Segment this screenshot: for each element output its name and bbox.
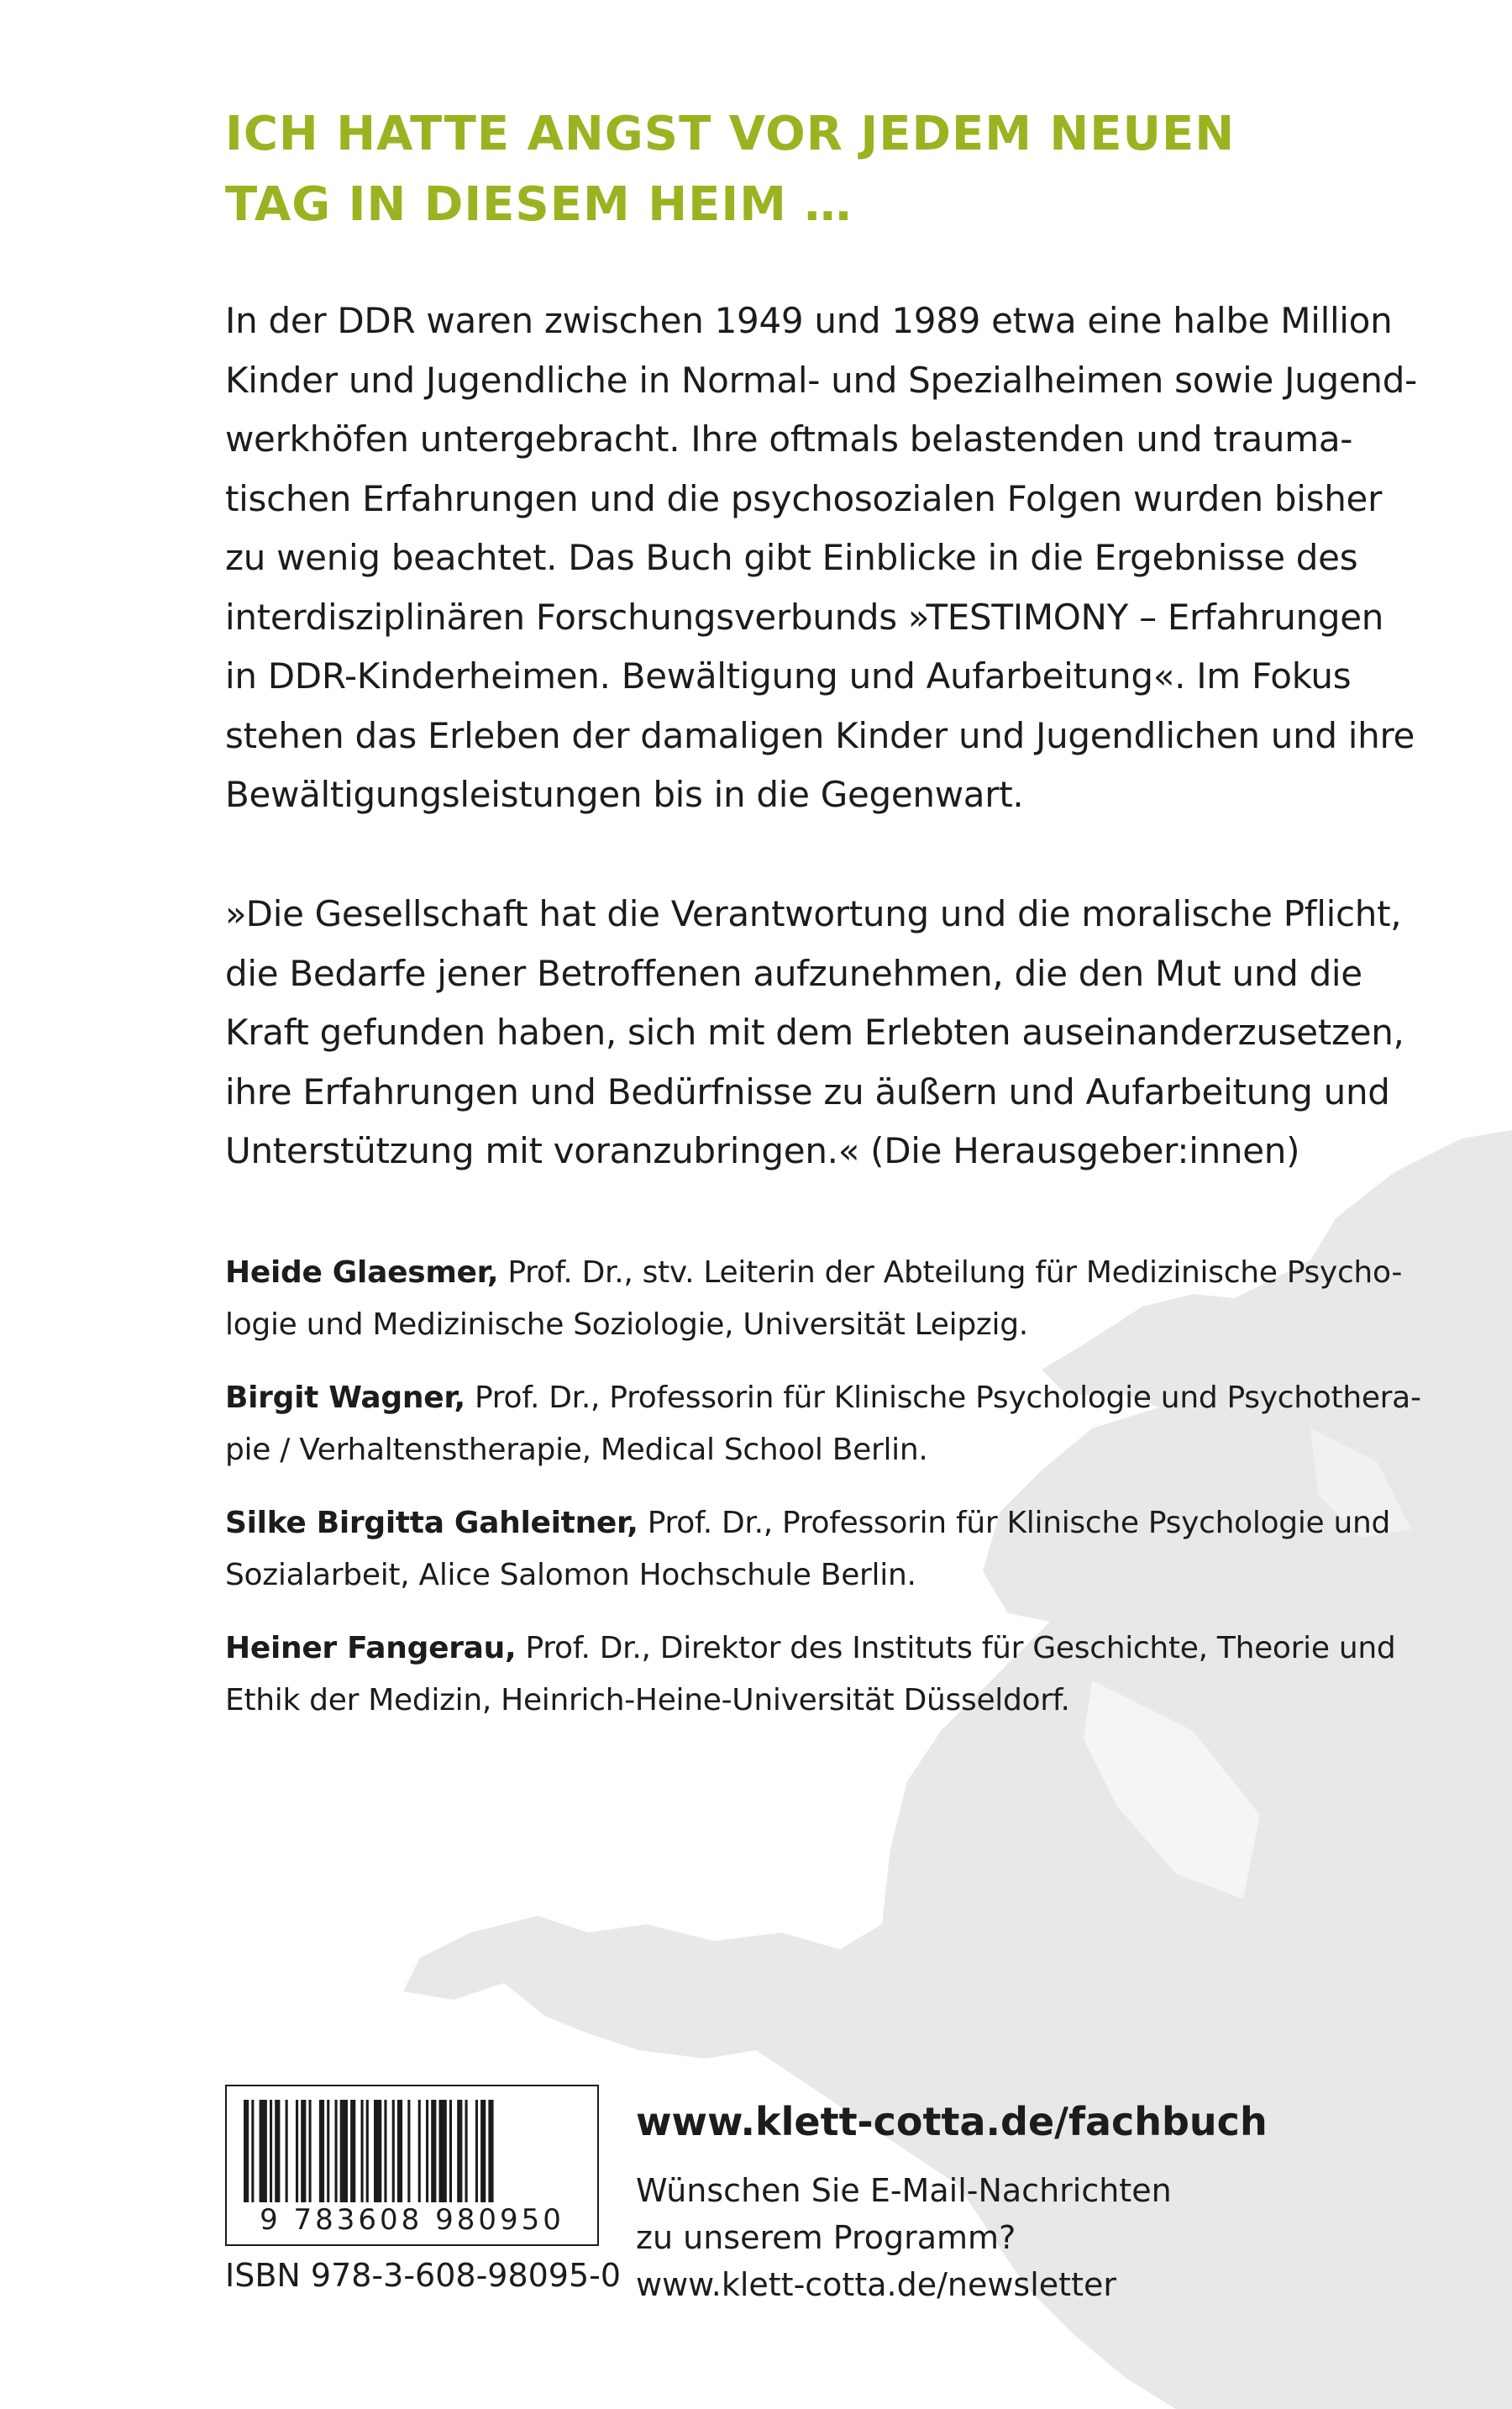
text-line: tischen Erfahrungen und die psychosozialen Folgen wurden bisher — [225, 477, 1383, 519]
website-link[interactable]: www.klett-cotta.de/fachbuch — [636, 2099, 1268, 2144]
text-line: werkhöfen untergebracht. Ihre oftmals belastenden und trauma- — [225, 418, 1353, 460]
quote-paragraph — [225, 885, 1452, 1181]
newsletter-link[interactable]: www.klett-cotta.de/newsletter — [636, 2266, 1116, 2303]
author-name: Birgit Wagner, — [225, 1381, 465, 1415]
author-bio — [225, 1623, 1435, 1727]
author-bio-text: Ethik der Medizin, Heinrich-Heine-Universität Düsseldorf. — [225, 1683, 1070, 1717]
author-name: Heiner Fangerau, — [225, 1631, 517, 1665]
description-paragraph — [225, 292, 1452, 825]
author-bio-text: Prof. Dr., Professorin für Klinische Psychologie und Psychothera- — [465, 1381, 1421, 1415]
barcode — [225, 2085, 599, 2246]
text-line: Unterstützung mit voranzubringen.« (Die Herausgeber:innen) — [225, 1130, 1300, 1171]
author-bio — [225, 1497, 1435, 1602]
text-line: interdisziplinären Forschungsverbunds »TESTIMONY – Erfahrungen — [225, 596, 1384, 638]
text-line: Kraft gefunden haben, sich mit dem Erlebten auseinanderzusetzen, — [225, 1012, 1404, 1053]
publisher-info — [636, 2098, 1268, 2308]
author-name: Silke Birgitta Gahleitner, — [225, 1506, 638, 1540]
headline — [225, 99, 1401, 240]
text-line: in DDR-Kinderheimen. Bewältigung und Aufarbeitung«. Im Fokus — [225, 655, 1352, 697]
text-line: stehen das Erleben der damaligen Kinder und Jugendlichen und ihre — [225, 714, 1415, 756]
headline-line: ICH HATTE ANGST VOR JEDEM NEUEN — [225, 107, 1236, 161]
text-line: »Die Gesellschaft hat die Verantwortung und die moralische Pflicht, — [225, 893, 1402, 934]
newsletter-text: Wünschen Sie E-Mail-Nachrichten — [636, 2172, 1172, 2209]
text-line: ihre Erfahrungen und Bedürfnisse zu äußern und Aufarbeitung und — [225, 1070, 1390, 1112]
author-bio-text: Prof. Dr., Direktor des Instituts für Geschichte, Theorie und — [516, 1631, 1396, 1665]
author-bio-text: logie und Medizinische Soziologie, Universität Leipzig. — [225, 1307, 1028, 1342]
text-line: Kinder und Jugendliche in Normal- und Spezialheimen sowie Jugend- — [225, 359, 1417, 401]
author-bio — [225, 1247, 1435, 1351]
isbn-number: ISBN 978-3-608-98095-0 — [225, 2257, 622, 2294]
newsletter-text: zu unserem Programm? — [636, 2219, 1016, 2256]
author-name: Heide Glaesmer, — [225, 1255, 499, 1290]
author-bio-text: pie / Verhaltenstherapie, Medical School Berlin. — [225, 1433, 928, 1467]
text-line: zu wenig beachtet. Das Buch gibt Einblicke in die Ergebnisse des — [225, 537, 1358, 578]
text-line: Bewältigungsleistungen bis in die Gegenwart. — [225, 774, 1024, 815]
author-bio-text: Sozialarbeit, Alice Salomon Hochschule Berlin. — [225, 1558, 916, 1592]
headline-line: TAG IN DIESEM HEIM … — [225, 177, 853, 232]
author-bio-text: Prof. Dr., Professorin für Klinische Psychologie und — [638, 1506, 1391, 1540]
barcode-digits: 9 783608 980950 — [227, 2202, 597, 2238]
text-line: In der DDR waren zwischen 1949 und 1989 etwa eine halbe Million — [225, 300, 1393, 341]
author-bio-text: Prof. Dr., stv. Leiterin der Abteilung für Medizinische Psycho- — [498, 1255, 1403, 1290]
author-bio — [225, 1372, 1435, 1476]
text-line: die Bedarfe jener Betroffenen aufzunehmen, die den Mut und die — [225, 952, 1362, 994]
